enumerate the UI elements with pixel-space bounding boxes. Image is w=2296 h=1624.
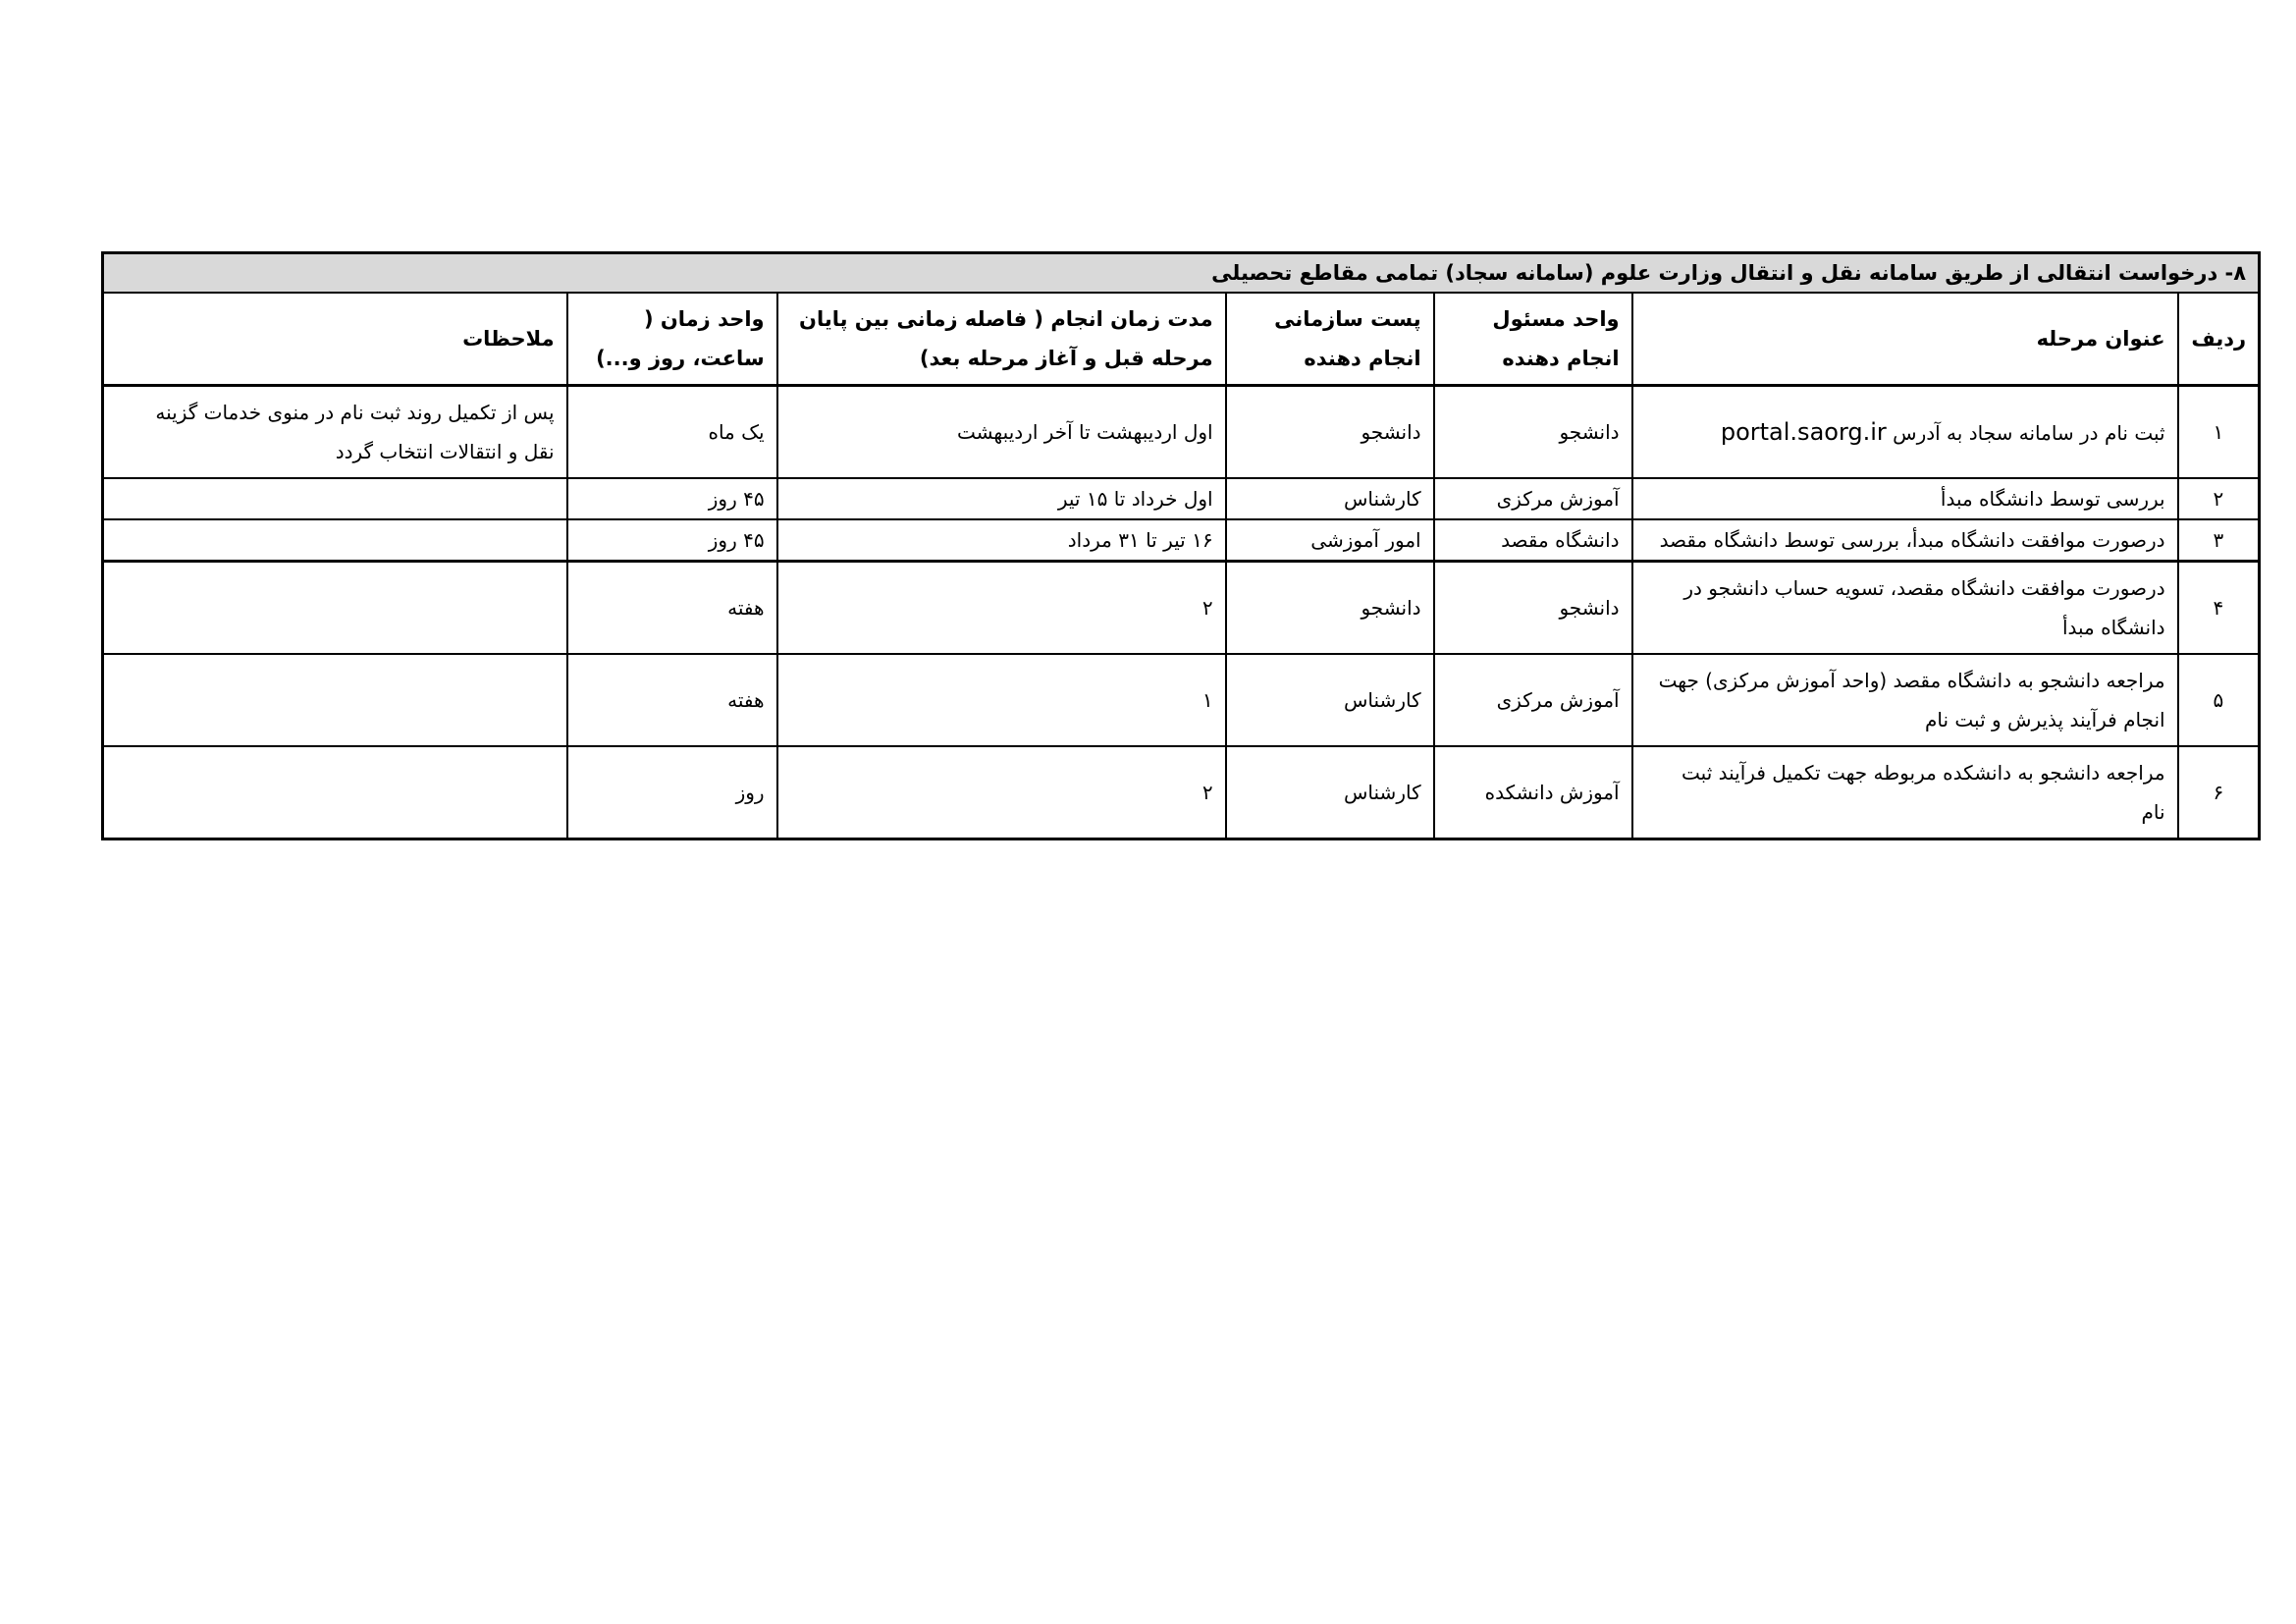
table-row xyxy=(103,654,2260,746)
header-organizational-post xyxy=(1226,293,1434,386)
section-title: ۸- درخواست انتقالی از طریق سامانه نقل و انتقال وزارت علوم (سامانه سجاد) تمامی مقاطع تحصیلی xyxy=(103,253,2260,294)
organizational-post: امور آموزشی xyxy=(1226,519,1434,562)
step-title xyxy=(1632,654,2178,746)
header-duration-line2: مرحله قبل و آغاز مرحله بعد) xyxy=(919,347,1213,370)
duration: اول خرداد تا ۱۵ تیر xyxy=(777,478,1226,519)
table-row xyxy=(103,519,2260,562)
step-title xyxy=(1632,746,2178,839)
duration: ۲ xyxy=(777,562,1226,655)
section-title-row xyxy=(103,253,2260,294)
notes xyxy=(103,478,567,519)
notes xyxy=(103,562,567,655)
organizational-post: دانشجو xyxy=(1226,386,1434,479)
notes xyxy=(103,519,567,562)
step-title-line2: انجام فرآیند پذیرش و ثبت نام xyxy=(1925,708,2165,731)
step-title: درصورت موافقت دانشگاه مبدأ، بررسی توسط دانشگاه مقصد xyxy=(1632,519,2178,562)
header-time-unit xyxy=(567,293,777,386)
row-number: ۵ xyxy=(2178,654,2260,746)
step-title-line1: مراجعه دانشجو به دانشکده مربوطه جهت تکمیل فرآیند ثبت xyxy=(1682,761,2165,785)
responsible-unit: دانشگاه مقصد xyxy=(1434,519,1632,562)
responsible-unit: دانشجو xyxy=(1434,386,1632,479)
table-row xyxy=(103,478,2260,519)
procedure-table xyxy=(101,251,2261,840)
notes xyxy=(103,654,567,746)
duration: اول اردیبهشت تا آخر اردیبهشت xyxy=(777,386,1226,479)
duration: ۱ xyxy=(777,654,1226,746)
step-title xyxy=(1632,386,2178,479)
step-title: بررسی توسط دانشگاه مبدأ xyxy=(1632,478,2178,519)
header-duration-line1: مدت زمان انجام ( فاصله زمانی بین پایان xyxy=(799,307,1213,331)
responsible-unit: آموزش دانشکده xyxy=(1434,746,1632,839)
row-number: ۴ xyxy=(2178,562,2260,655)
header-unit-line1: واحد مسئول xyxy=(1492,307,1620,331)
organizational-post: کارشناس xyxy=(1226,654,1434,746)
header-row xyxy=(103,293,2260,386)
step-title-line2: دانشگاه مبدأ xyxy=(2061,616,2165,639)
step-title-text: ثبت نام در سامانه سجاد به آدرس xyxy=(1893,420,2165,445)
header-timeunit-line2: ساعت، روز و...) xyxy=(596,347,765,370)
time-unit: ۴۵ روز xyxy=(567,478,777,519)
header-duration xyxy=(777,293,1226,386)
header-post-line1: پست سازمانی xyxy=(1274,307,1421,331)
notes-line2: نقل و انتقالات انتخاب گردد xyxy=(335,440,555,463)
step-title-line1: درصورت موافقت دانشگاه مقصد، تسویه حساب دانشجو در xyxy=(1683,576,2165,600)
header-timeunit-line1: واحد زمان ( xyxy=(643,307,765,331)
responsible-unit: دانشجو xyxy=(1434,562,1632,655)
header-post-line2: انجام دهنده xyxy=(1304,347,1421,370)
time-unit: ۴۵ روز xyxy=(567,519,777,562)
header-unit-line2: انجام دهنده xyxy=(1502,347,1620,370)
organizational-post: کارشناس xyxy=(1226,746,1434,839)
step-title xyxy=(1632,562,2178,655)
notes xyxy=(103,746,567,839)
time-unit: یک ماه xyxy=(567,386,777,479)
step-title-line1: مراجعه دانشجو به دانشگاه مقصد (واحد آموزش مرکزی) جهت xyxy=(1658,669,2165,692)
duration: ۲ xyxy=(777,746,1226,839)
responsible-unit: آموزش مرکزی xyxy=(1434,478,1632,519)
row-number: ۶ xyxy=(2178,746,2260,839)
row-number: ۱ xyxy=(2178,386,2260,479)
header-row-number: ردیف xyxy=(2178,293,2260,386)
row-number: ۲ xyxy=(2178,478,2260,519)
time-unit: روز xyxy=(567,746,777,839)
header-responsible-unit xyxy=(1434,293,1632,386)
notes xyxy=(103,386,567,479)
organizational-post: کارشناس xyxy=(1226,478,1434,519)
notes-line1: پس از تکمیل روند ثبت نام در منوی خدمات گزینه xyxy=(155,401,555,424)
header-step-title: عنوان مرحله xyxy=(1632,293,2178,386)
time-unit: هفته xyxy=(567,654,777,746)
responsible-unit: آموزش مرکزی xyxy=(1434,654,1632,746)
duration: ۱۶ تیر تا ۳۱ مرداد xyxy=(777,519,1226,562)
step-title-line2: نام xyxy=(2141,800,2165,824)
time-unit: هفته xyxy=(567,562,777,655)
portal-address: portal.saorg.ir xyxy=(1720,417,1887,446)
table-row xyxy=(103,562,2260,655)
header-notes: ملاحظات xyxy=(103,293,567,386)
organizational-post: دانشجو xyxy=(1226,562,1434,655)
table-row xyxy=(103,386,2260,479)
table-row xyxy=(103,746,2260,839)
row-number: ۳ xyxy=(2178,519,2260,562)
